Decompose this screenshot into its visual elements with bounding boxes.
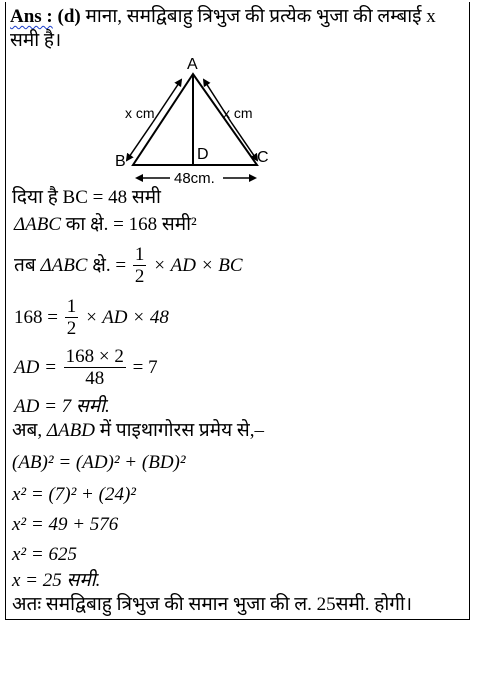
- right-side-arrow-down: [231, 122, 257, 160]
- pythagoras-text: में पाइथागोरस प्रमेय से,–: [99, 420, 264, 441]
- step-substitute: [14, 296, 169, 340]
- left-side-arrow: [153, 80, 181, 122]
- vertex-b-label: B: [115, 153, 126, 170]
- half-fraction-2: $\frac{1}{2}$: [66, 296, 77, 340]
- formula-rest: × AD × BC: [153, 255, 243, 276]
- area-abbrev: क्षे. =: [92, 255, 127, 276]
- header-text: माना, समद्विबाहु त्रिभुज की प्रत्येक भुजा की लम्बाई x: [85, 6, 436, 27]
- left-side-label: x cm: [125, 105, 155, 121]
- vertex-a-label: A: [187, 56, 198, 73]
- half-fraction: $\frac{1}{2}$: [134, 244, 145, 288]
- step-pythagoras-eq: (AB)² = (AD)² + (BD)²: [12, 452, 186, 473]
- step-given: दिया है BC = 48 समी: [12, 187, 161, 208]
- step-area: [14, 214, 197, 236]
- vertex-c-label: C: [257, 149, 269, 166]
- triangle-abc-symbol: ΔABC: [14, 214, 62, 235]
- step-conclusion: अतः समद्विबाहु त्रिभुज की समान भुजा की ल. 25समी. होगी।: [12, 594, 413, 615]
- step-area-formula: [14, 244, 243, 288]
- now-word: अब,: [12, 420, 43, 441]
- step-x-value: x = 25 समी.: [12, 570, 101, 591]
- triangle-abd-symbol: ΔABD: [46, 420, 95, 441]
- vertex-d-label: D: [197, 146, 209, 163]
- step-x-squared-2: x² = 49 + 576: [12, 514, 119, 535]
- answer-header-line1: [10, 6, 436, 28]
- area-text: का क्षे. = 168 समी²: [65, 214, 197, 235]
- substitute-rest: × AD × 48: [84, 307, 169, 328]
- base-label: 48cm.: [174, 170, 215, 187]
- step-x-squared-3: x² = 625: [12, 544, 77, 565]
- step-pythagoras-intro: [12, 420, 264, 442]
- option-label: (d): [57, 6, 81, 27]
- ad-lhs: AD =: [14, 357, 57, 378]
- triangle-figure: [105, 52, 285, 187]
- step-x-squared-1: x² = (7)² + (24)²: [12, 484, 136, 505]
- step-ad-value: AD = 7 समी.: [14, 396, 110, 417]
- ans-label: Ans :: [10, 6, 53, 27]
- right-side-label: x cm: [223, 105, 253, 121]
- answer-header-line2: समी है।: [10, 30, 62, 51]
- step-ad-calc: [14, 346, 158, 390]
- substitute-lhs: 168 =: [14, 307, 58, 328]
- ad-fraction: $\frac{168 \times 2}{48}$: [65, 346, 124, 390]
- ad-result: = 7: [132, 357, 158, 378]
- then-word: तब: [14, 255, 36, 276]
- triangle-abc-symbol-2: ΔABC: [40, 255, 88, 276]
